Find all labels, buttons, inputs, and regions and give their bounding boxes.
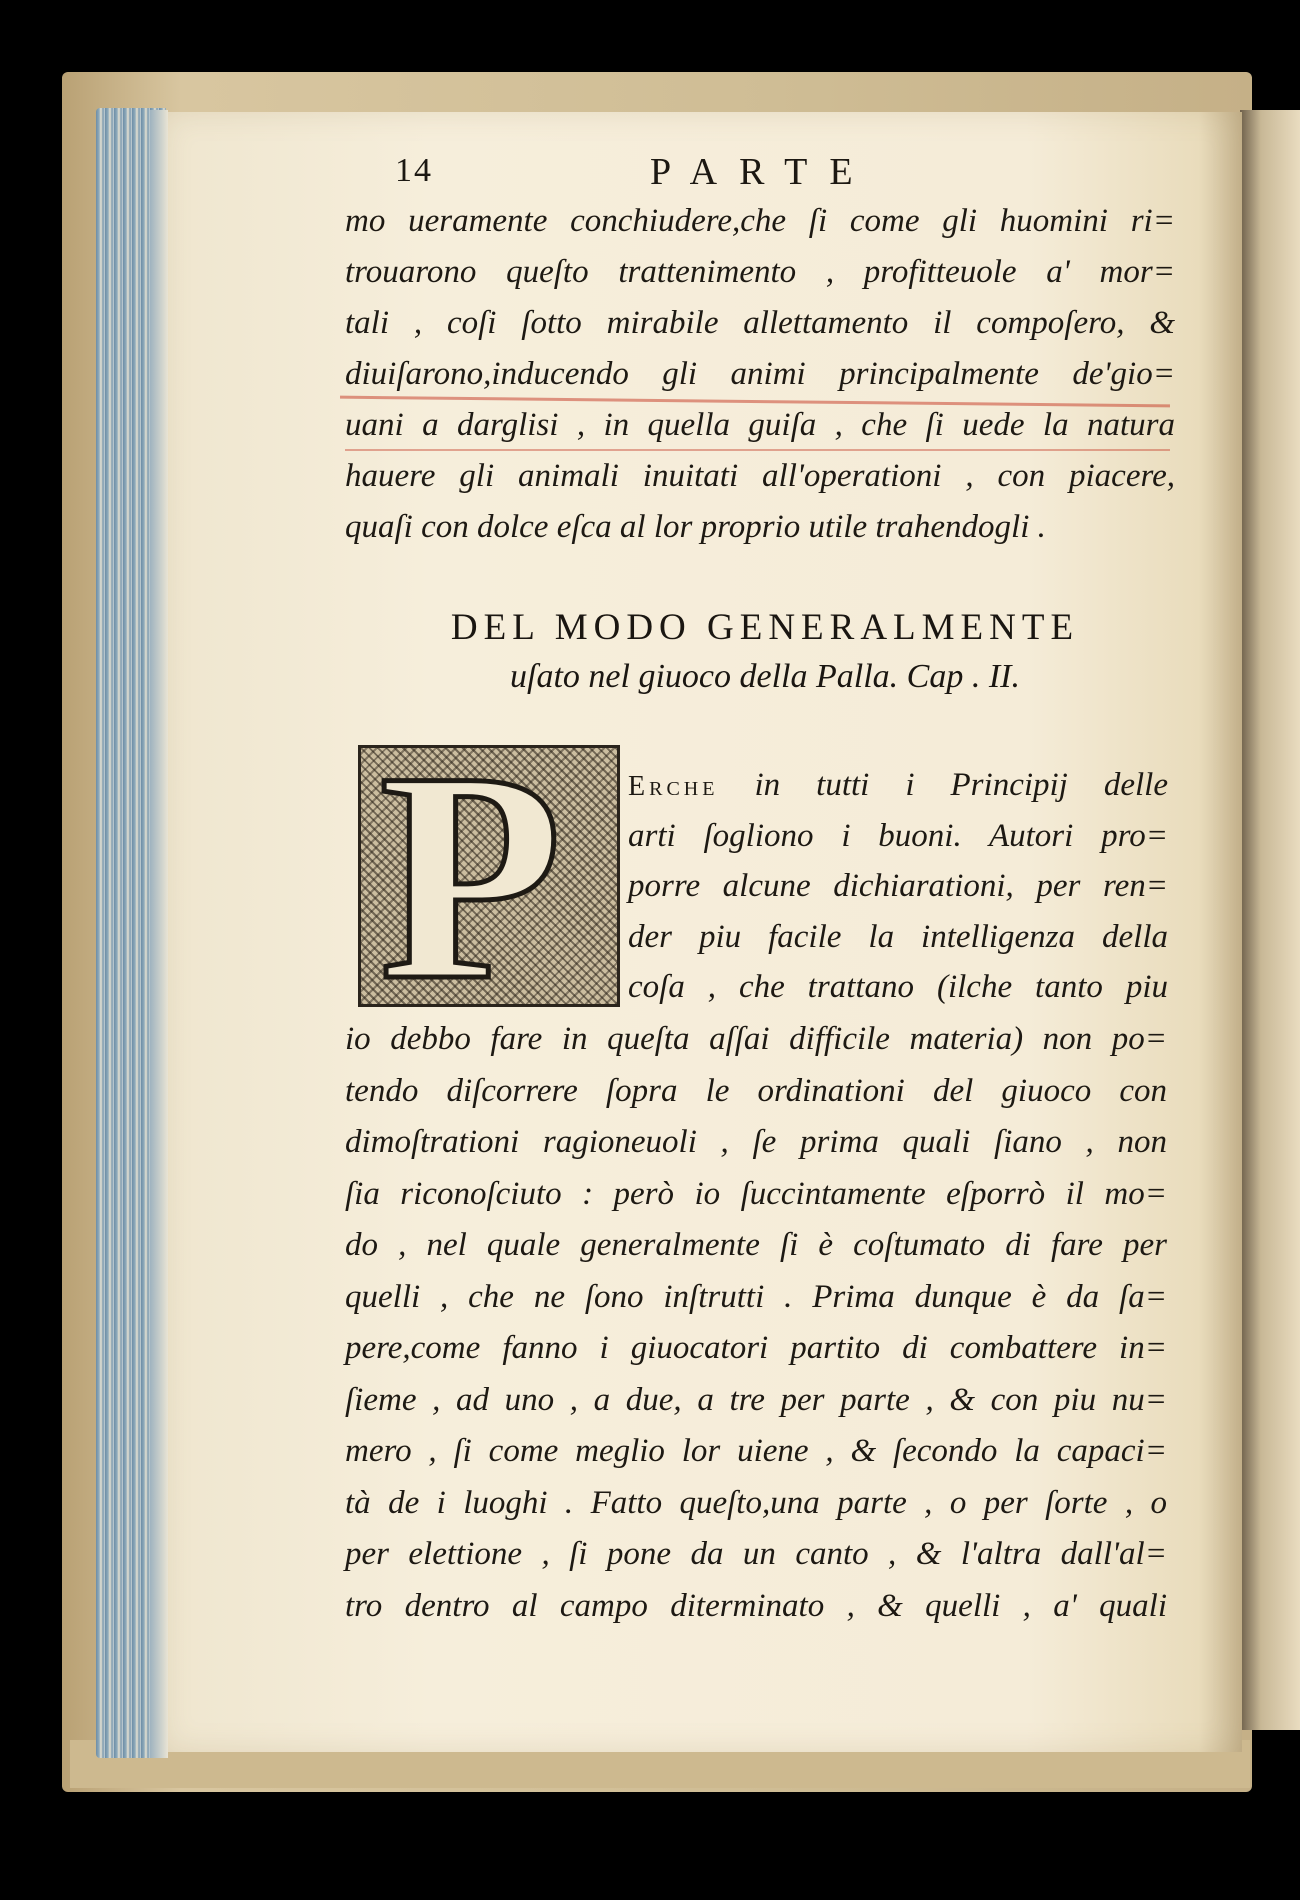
text-line: uani a darglisi , in quella guiſa , che ſi uede la natura [345,407,1175,443]
page-header [235,150,955,196]
first-line-rest: in tutti i Principij delle [754,767,1168,803]
text-line: coſa , che trattano (ilche tanto piu [628,969,1168,1005]
text-line: ſia riconoſciuto : però io ſuccintamente eſporrò il mo= [345,1175,1167,1212]
woodcut-initial [358,745,620,1007]
text-line: ſieme , ad uno , a due, a tre per parte , & con piu nu= [345,1381,1167,1418]
text-line: do , nel quale generalmente ſi è coſtumato di fare per [345,1227,1167,1263]
text-line: tali , coſi ſotto mirabile allettamento il compoſero, & [345,305,1175,341]
text-line: trouarono queſto trattenimento , profitteuole a' mor= [345,254,1175,290]
text-line: quelli , che ne ſono inſtrutti . Prima dunque è da ſa= [345,1278,1167,1315]
text-line: dimoſtrationi ragioneuoli , ſe prima quali ſiano , non [345,1124,1167,1160]
initial-letter: P [379,745,563,1007]
paragraph-1 [345,196,1175,553]
text-line: hauere gli animali inuitati all'operationi , con piacere, [345,458,1175,494]
running-head: PARTE [650,151,875,193]
opening-word: Erche [628,771,719,802]
paragraph-2-body [345,1014,1167,1632]
page-number: 14 [395,152,433,189]
text-line: quaſi con dolce eſca al lor proprio utile trahendogli . [345,509,1046,545]
text-line: tà de i luoghi . Fatto queſto,una parte , o per ſorte , o [345,1484,1167,1521]
text-line: mo ueramente conchiudere,che ſi come gli huomini ri= [345,203,1175,239]
text-line-first [628,760,1168,811]
chapter-heading [370,604,1160,702]
facing-page-edge [1240,110,1300,1730]
text-line: diuiſarono,inducendo gli animi principalmente de'gio= [345,356,1175,392]
text-line: per elettione , ſi pone da un canto , & l'altra dall'al= [345,1536,1167,1572]
paragraph-2-beside-initial [628,760,1168,1013]
chapter-title-line-2: uſato nel giuoco della Palla. Cap . II. [510,658,1020,695]
text-line: porre alcune dichiarationi, per ren= [628,868,1168,904]
text-line: mero , ſi come meglio lor uiene , & ſecondo la capaci= [345,1433,1167,1469]
text-line: tendo diſcorrere ſopra le ordinationi del giuoco con [345,1072,1167,1109]
text-line: tro dentro al campo diterminato , & quelli , a' quali [345,1587,1167,1624]
text-line: der piu facile la intelligenza della [628,918,1168,955]
text-line: arti ſogliono i buoni. Autori pro= [628,817,1168,854]
text-line: pere,come fanno i giuocatori partito di combattere in= [345,1330,1167,1366]
text-line: io debbo fare in queſta aſſai difficile materia) non po= [345,1021,1167,1057]
chapter-title-line-1: DEL MODO GENERALMENTE [450,607,1080,648]
page-edges-inner [150,110,168,1758]
